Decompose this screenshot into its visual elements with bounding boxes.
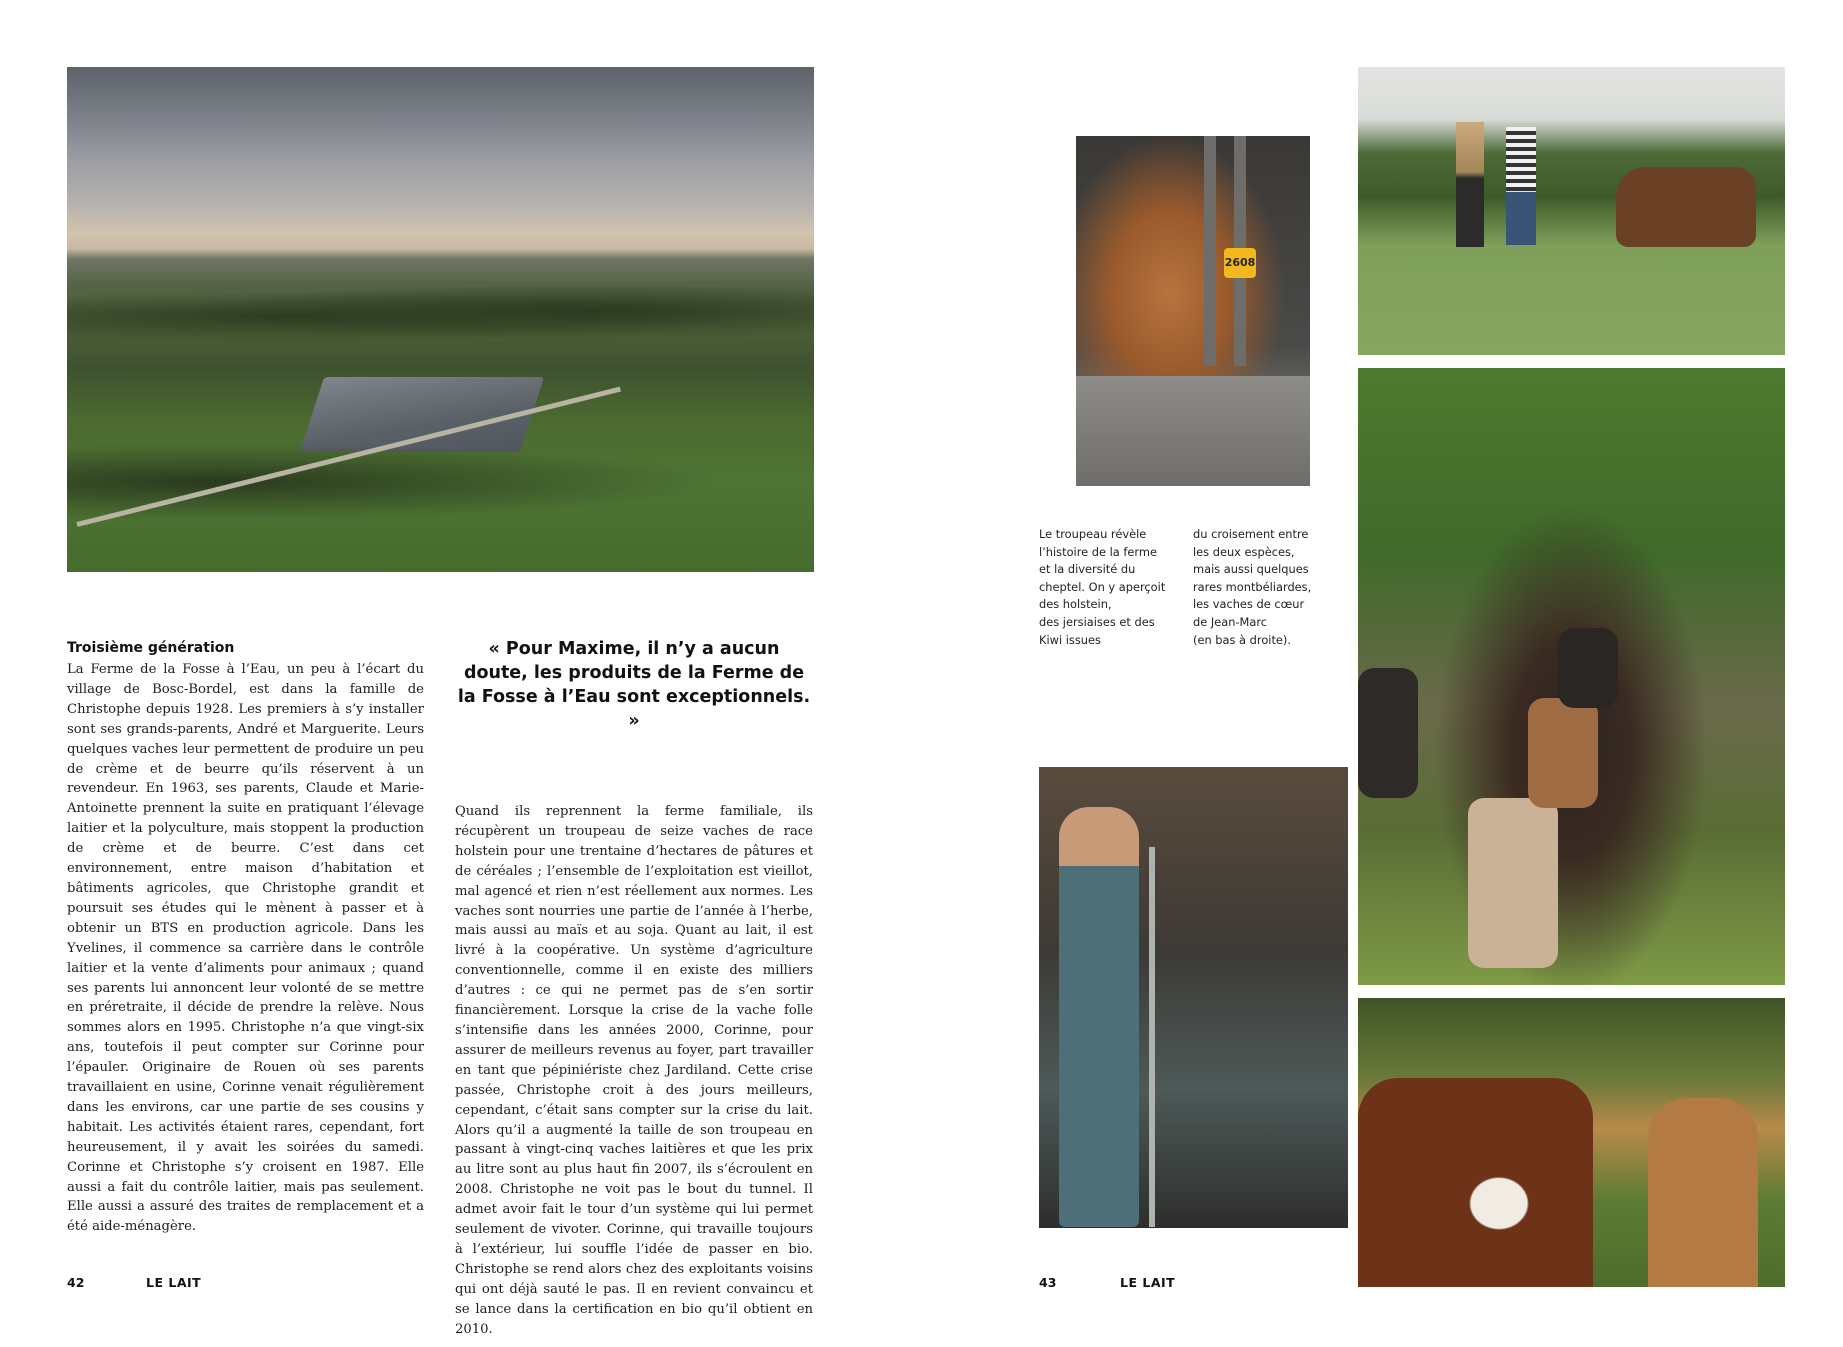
- running-title-left: LE LAIT: [146, 1275, 202, 1290]
- herd-on-path-photo: [1358, 368, 1785, 985]
- farmer-figure: [1456, 122, 1484, 247]
- body-text-column-1: La Ferme de la Fosse à l’Eau, un peu à l’écart du village de Bosc-Bordel, est dans la famille de Christophe depuis 1928. Les premiers à s’y installer sont ses grands-parents, André et Marguerite. Leurs quelques vaches leur permettent de produire un peu de crème et de beurre qu’ils réservent à un revendeur. En 1963, ses parents, Claude et Marie-Antoinette prennent la suite en pratiquant l’élevage laitier et la polyculture, mais stoppent la production de crème et de beurre. C’est dans cet environnement, entre maison d’habitation et bâtiments agricoles, que Christophe grandit et poursuit ses études qui le mènent à passer et à obtenir un BTS en production agricole. Dans les Yvelines, il commence sa carrière dans le contrôle laitier et la vente d’aliments pour animaux ; quand ses parents lui annoncent leur volonté de se mettre en préretraite, il décide de prendre la relève. Nous sommes alors en 1995. Christophe n’a que vingt-six ans, toutefois il peut compter sur Corinne pour l’épauler. Originaire de Rouen où ses parents travaillaient en usine, Corinne venait régulièrement dans les environs, car une partie de ses cousins y habitait. Les activités étaient rares, cependant, fort heureusement, il y avait les soirées du samedi. Corinne et Christophe s’y croisent en 1987. Elle aussi a fait du contrôle laitier, mais pas seulement. Elle aussi a assuré des traites de remplacement et a été aide-ménagère.: [67, 662, 424, 1235]
- milking-pipe: [1149, 847, 1155, 1227]
- ear-tag: 2608: [1224, 248, 1256, 278]
- photo-caption-column-2: du croisement entre les deux espèces, mais aussi quelques rares montbéliardes, les vaches de cœur de Jean-Marc (en bas à droite).: [1193, 527, 1312, 647]
- cow-figure: [1468, 798, 1558, 968]
- body-text-column-2: Quand ils reprennent la ferme familiale, ils récupèrent un troupeau de seize vaches de race holstein pour une trentaine d’hectares de pâtures et de céréales ; l’ensemble de l’exploitation est vieillot, mal agencé et rien n’est réellement aux normes. Les vaches sont nourries une partie de l’année à l’herbe, mais aussi au maïs et au soja. Quant au lait, il est livré à la coopérative. Un système d’agriculture conventionnelle, comme il en existe des milliers d’autres : ce qui ne permet pas de s’en sortir financièrement. Lorsque la crise de la vache folle s’intensifie dans les années 2000, Corinne, pour assurer de meilleurs revenus au foyer, part travailler en tant que pépiniériste chez Jardiland. Cette crise passée, Christophe croit à des jours meilleurs, cependant, c’était sans compter sur la crise du lait. Alors qu’il a augmenté la taille de son troupeau en passant à vingt-cinq vaches laitières et que les prix au litre sont au plus haut fin 2007, ils s’écroulent en 2008. Christophe ne voit pas le bout du tunnel. Il admet avoir fait le tour d’un système qui lui permet seulement de vivoter. Corinne, qui travaille toujours à l’extérieur, lui souffle l’idée de passer en bio. Christophe se rend alors chez des exploitants voisins qui ont déjà sauté le pas. Il en revient convaincu et se lance dans la certification en bio qu’il obtient en 2010.: [455, 804, 813, 1337]
- cow-figure: [1648, 1098, 1758, 1287]
- photo-caption-column-1: Le troupeau révèle l’histoire de la ferme et la diversité du cheptel. On y aperçoit des holstein, des jersiaises et des Kiwi issues: [1039, 527, 1166, 647]
- treeline: [67, 287, 814, 347]
- farmer-figure: [1506, 127, 1536, 245]
- section-heading: Troisième génération: [67, 640, 235, 656]
- cow-figure: [1358, 1078, 1593, 1287]
- stall-bar: [1204, 136, 1216, 366]
- milking-parlor-photo: [1039, 767, 1348, 1228]
- running-title-right: LE LAIT: [1120, 1275, 1176, 1290]
- farmers-with-cows-photo: [1358, 67, 1785, 355]
- jersey-cows-photo: [1358, 998, 1785, 1287]
- aerial-farm-photo: [67, 67, 814, 572]
- farmer-figure: [1059, 807, 1139, 1227]
- page-number-right: 43: [1039, 1275, 1057, 1290]
- page-number-left: 42: [67, 1275, 85, 1290]
- calf-photo: [1076, 136, 1310, 486]
- pull-quote: « Pour Maxime, il n’y a aucun doute, les produits de la Ferme de la Fosse à l’Eau sont exceptionnels. »: [457, 639, 811, 731]
- cow-figure: [1528, 698, 1598, 808]
- hedgerow: [67, 437, 814, 527]
- cow-figure: [1558, 628, 1618, 708]
- stall-rail: [1076, 376, 1310, 486]
- cow-figure: [1616, 167, 1756, 247]
- cow-figure: [1358, 668, 1418, 798]
